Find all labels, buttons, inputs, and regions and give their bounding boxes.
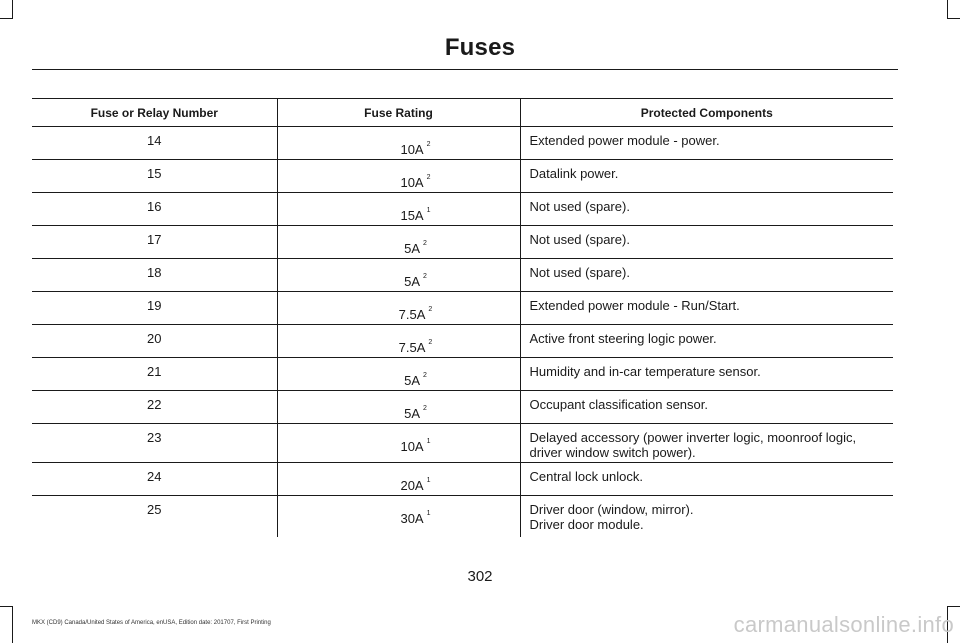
component-line: Driver door module. [529,517,644,532]
fuse-table-body [32,127,893,537]
fuse-rating: 20A [400,478,424,493]
protected-components-cell [520,496,893,537]
protected-components-cell [520,226,893,259]
fuse-rating-group [278,391,520,421]
fuse-number: 21 [147,364,162,379]
fuse-rating: 10A [400,175,424,190]
fuse-rating-footnote: 2 [423,239,427,247]
protected-components-cell [520,463,893,496]
fuse-rating-footnote: 2 [426,140,431,148]
protected-components-cell [520,193,893,226]
table-row [32,160,893,193]
crop-mark-bottom-right-horizontal [947,606,960,607]
fuse-rating-footnote: 2 [423,404,427,412]
fuse-rating-cell [277,226,520,259]
fuse-rating: 15A [400,208,424,223]
protected-components [521,325,894,346]
table-row [32,391,893,424]
fuse-number-cell [32,226,277,259]
fuse-rating-cell [277,496,520,537]
table-row [32,424,893,463]
fuse-number-cell [32,463,277,496]
fuse-rating-group [278,463,520,493]
fuse-number: 23 [147,430,162,445]
fuse-number: 16 [147,199,162,214]
component-line: Humidity and in-car temperature sensor. [529,364,761,379]
fuse-rating: 5A [404,373,420,388]
fuse-rating-group [278,226,520,256]
footer-edition-info: MKX (CD9) Canada/United States of America, enUSA, Edition date: 201707, First Printing [32,620,271,626]
table-row [32,226,893,259]
fuse-rating: 30A [400,511,424,526]
table-row [32,463,893,496]
fuse-rating-footnote: 1 [426,206,431,214]
fuse-rating-cell [277,463,520,496]
protected-components [521,391,894,412]
fuse-number-cell [32,193,277,226]
crop-mark-bottom-left-horizontal [0,606,13,607]
component-line: Not used (spare). [529,199,630,214]
component-line: Delayed accessory (power inverter logic, moonroof logic, driver window switch power). [529,430,857,460]
fuse-rating: 10A [400,142,424,157]
page-title: Fuses [444,34,516,61]
header-protected-components: Protected Components [520,99,893,127]
fuse-rating-cell [277,127,520,160]
fuse-rating-cell [277,193,520,226]
fuse-rating-group [278,127,520,157]
fuse-table [32,98,893,537]
fuse-rating-footnote: 1 [426,509,431,517]
component-line: Active front steering logic power. [529,331,717,346]
component-line: Datalink power. [529,166,619,181]
fuse-number: 22 [147,397,162,412]
protected-components [521,424,894,460]
component-line: Extended power module - power. [529,133,720,148]
fuse-rating: 5A [404,406,420,421]
fuse-rating: 7.5A [398,307,426,322]
fuse-number-cell [32,127,277,160]
fuse-number-cell [32,358,277,391]
fuse-rating-group [278,160,520,190]
title-divider [32,69,898,70]
protected-components [521,358,894,379]
table-row [32,193,893,226]
fuse-number: 25 [147,502,162,517]
component-line: Not used (spare). [529,265,630,280]
protected-components-cell [520,160,893,193]
protected-components [521,226,894,247]
fuse-rating-cell [277,358,520,391]
fuse-rating: 5A [404,241,420,256]
fuse-rating-footnote: 2 [423,272,427,280]
table-row [32,358,893,391]
header-fuse-rating: Fuse Rating [277,99,520,127]
fuse-rating-cell [277,325,520,358]
protected-components-cell [520,424,893,463]
protected-components-cell [520,358,893,391]
table-row [32,325,893,358]
fuse-number: 19 [147,298,162,313]
fuse-rating-group [278,193,520,223]
fuse-rating-footnote: 2 [426,173,431,181]
fuse-number-cell [32,325,277,358]
protected-components-cell [520,391,893,424]
protected-components-cell [520,292,893,325]
fuse-number-cell [32,496,277,537]
page-number: 302 [467,568,493,585]
component-line: Driver door (window, mirror). [529,502,694,517]
fuse-rating-cell [277,259,520,292]
crop-mark-top-left-horizontal [0,18,13,19]
fuse-rating-cell [277,160,520,193]
fuse-rating-group [278,424,520,454]
fuse-rating-group [278,496,520,526]
fuse-rating-cell [277,424,520,463]
fuse-number-cell [32,391,277,424]
crop-mark-top-right-horizontal [947,18,960,19]
fuse-rating-cell [277,391,520,424]
protected-components [521,463,894,484]
fuse-rating-footnote: 1 [426,437,431,445]
component-line: Extended power module - Run/Start. [529,298,740,313]
fuse-rating: 10A [400,439,424,454]
protected-components [521,193,894,214]
fuse-rating: 7.5A [398,340,426,355]
fuse-rating: 5A [404,274,420,289]
fuse-rating-footnote: 1 [426,476,431,484]
protected-components-cell [520,259,893,292]
component-line: Occupant classification sensor. [529,397,708,412]
table-header-row [32,99,893,127]
fuse-number: 24 [147,469,162,484]
fuse-number: 18 [147,265,162,280]
protected-components-cell [520,127,893,160]
crop-mark-bottom-left-vertical [12,606,13,643]
table-row [32,496,893,537]
fuse-rating-footnote: 2 [423,371,427,379]
fuse-number: 17 [147,232,162,247]
protected-components [521,292,894,313]
protected-components [521,259,894,280]
table-row [32,292,893,325]
header-fuse-number: Fuse or Relay Number [32,99,277,127]
component-line: Not used (spare). [529,232,630,247]
fuse-number-cell [32,259,277,292]
protected-components [521,160,894,181]
fuse-rating-group [278,292,520,322]
fuse-number: 15 [147,166,162,181]
watermark: carmanualsonline.info [733,612,954,637]
fuse-rating-footnote: 2 [428,338,433,346]
fuse-number-cell [32,160,277,193]
crop-mark-top-right-vertical [947,0,948,18]
fuse-rating-footnote: 2 [428,305,433,313]
fuse-number-cell [32,424,277,463]
protected-components [521,496,894,532]
fuse-rating-group [278,325,520,355]
fuse-rating-cell [277,292,520,325]
table-row [32,127,893,160]
table-row [32,259,893,292]
component-line: Central lock unlock. [529,469,643,484]
protected-components [521,127,894,148]
fuse-rating-group [278,259,520,289]
crop-mark-top-left-vertical [12,0,13,18]
fuse-rating-group [278,358,520,388]
protected-components-cell [520,325,893,358]
fuse-number: 14 [147,133,162,148]
fuse-number-cell [32,292,277,325]
fuse-number: 20 [147,331,162,346]
